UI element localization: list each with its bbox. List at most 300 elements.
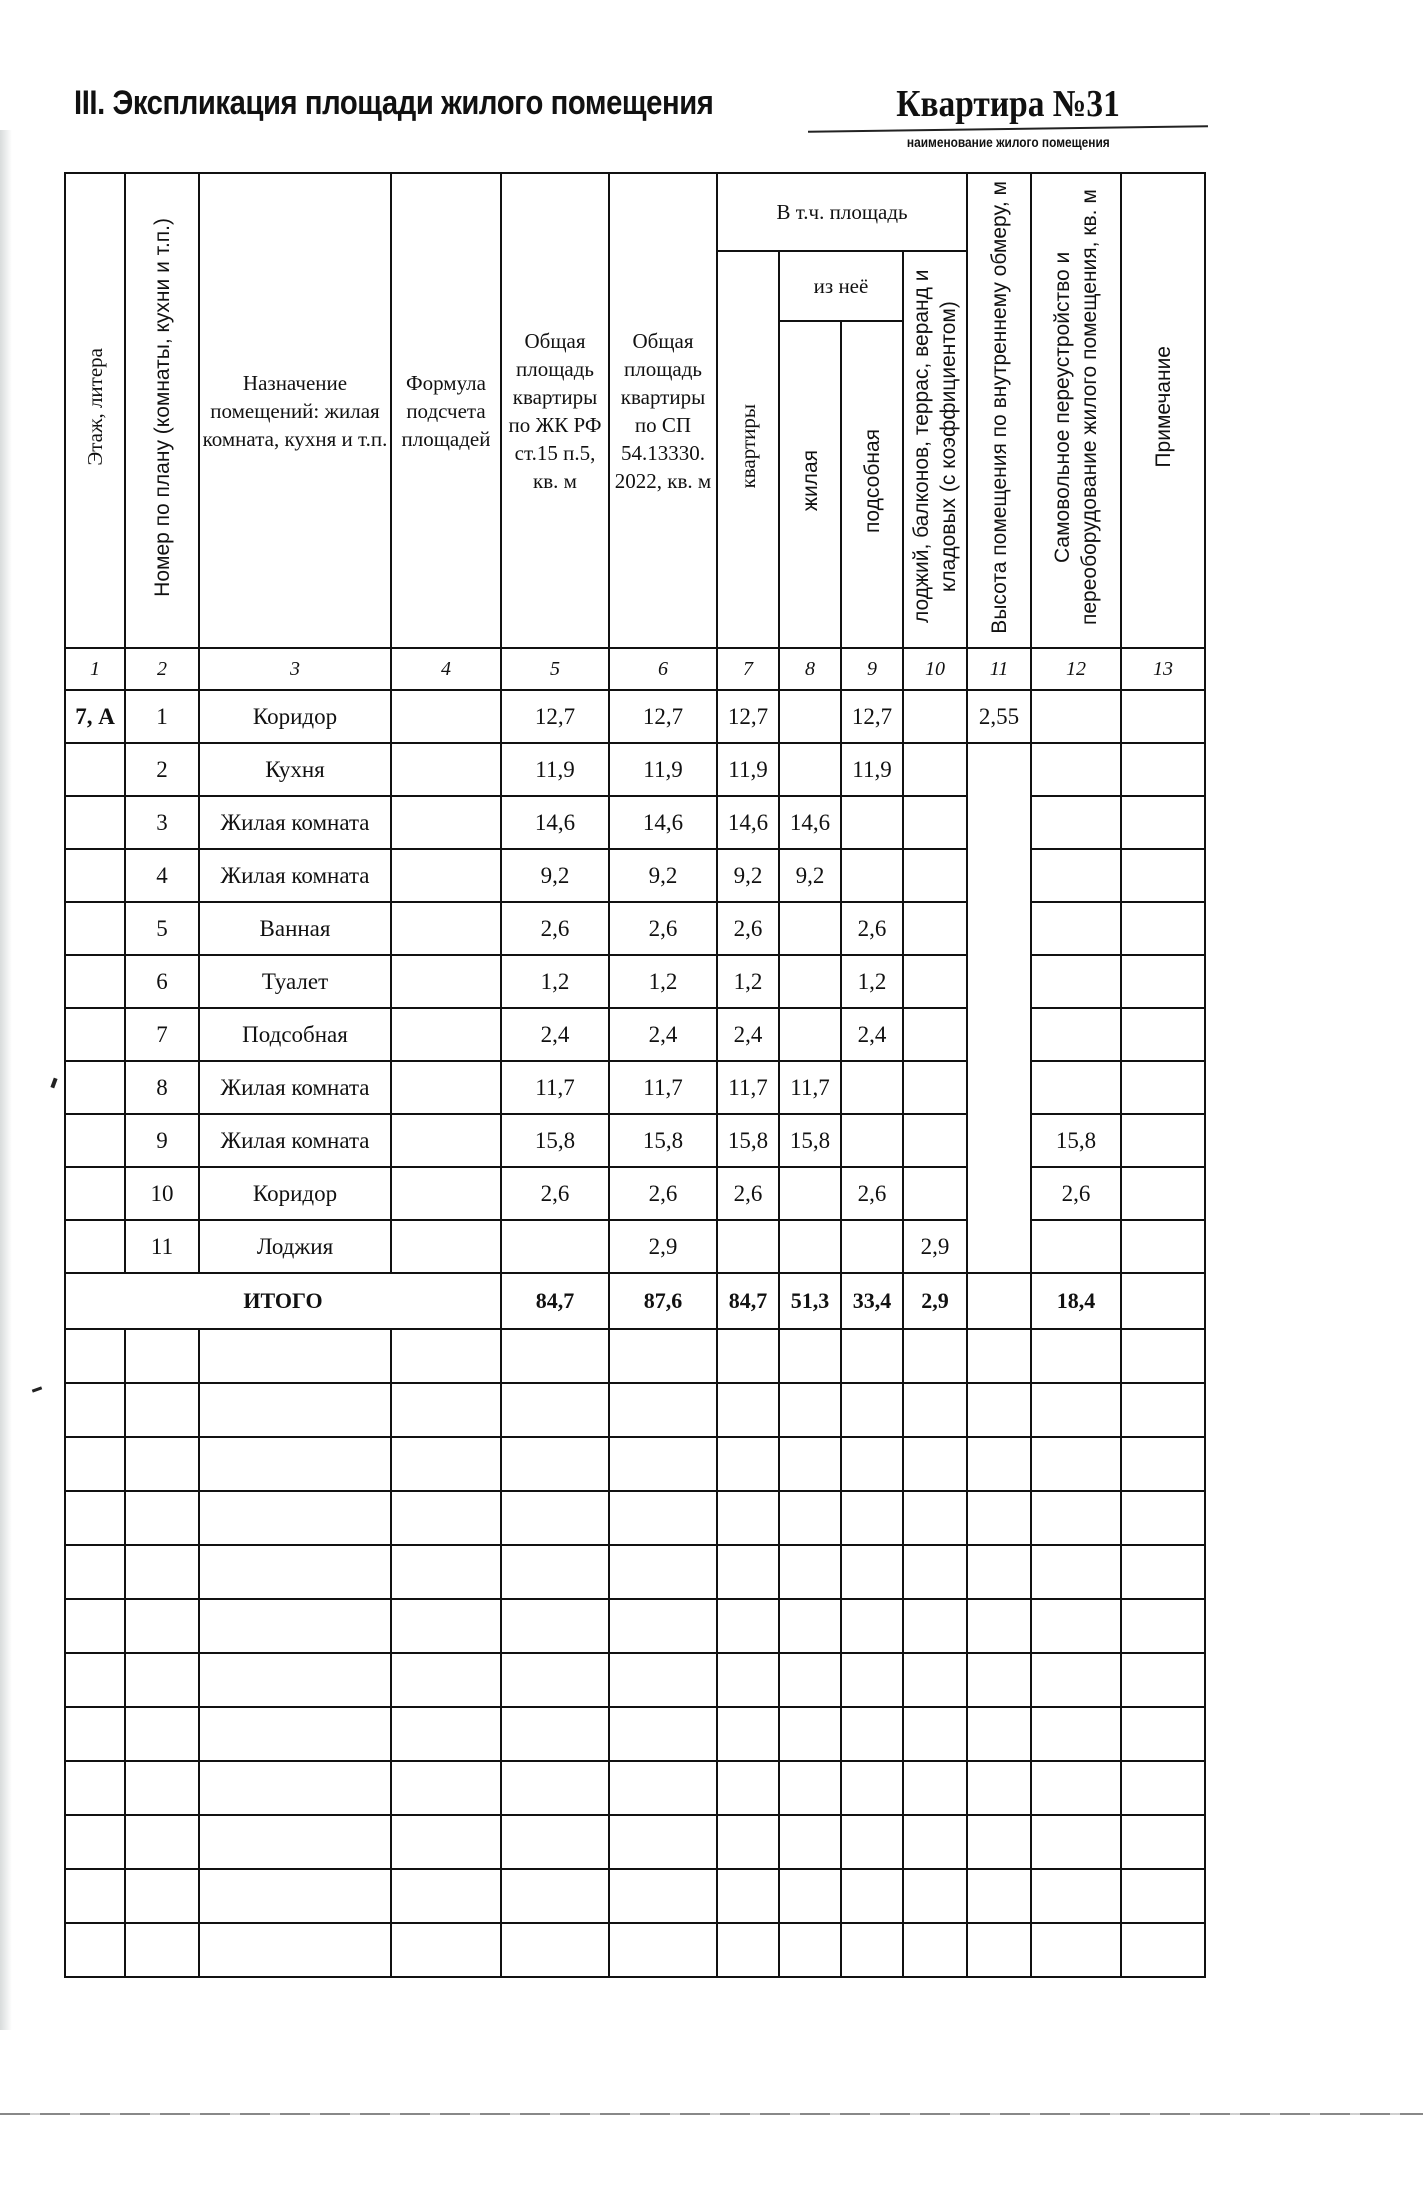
blank-cell [1121,1491,1205,1545]
header-living-area: жилая [779,321,841,648]
total-living-area: 51,3 [779,1273,841,1329]
apartment-area-cell: 2,4 [717,1008,779,1061]
blank-cell [903,1707,967,1761]
blank-cell [609,1545,717,1599]
unauthorized-area-cell: 2,6 [1031,1167,1121,1220]
note-cell [1121,1167,1205,1220]
table-row [65,690,1205,743]
blank-row [65,1491,1205,1545]
loggia-area-cell [903,690,967,743]
apartment-area-cell [717,1220,779,1273]
note-cell [1121,1061,1205,1114]
room-number-cell: 5 [125,902,199,955]
living-area-cell [779,1167,841,1220]
total-area-sp: 87,6 [609,1273,717,1329]
blank-cell [65,1437,125,1491]
blank-cell [717,1653,779,1707]
blank-cell [841,1383,903,1437]
blank-cell [967,1329,1031,1383]
blank-cell [391,1707,501,1761]
area-sp-cell: 2,4 [609,1008,717,1061]
blank-cell [967,1815,1031,1869]
room-name-cell: Коридор [199,1167,391,1220]
blank-cell [967,1761,1031,1815]
auxiliary-area-cell [841,796,903,849]
blank-cell [779,1707,841,1761]
auxiliary-area-cell: 11,9 [841,743,903,796]
column-number: 5 [501,648,609,690]
blank-cell [391,1923,501,1977]
floor-letter-cell [65,1220,125,1273]
blank-cell [501,1599,609,1653]
unauthorized-area-cell [1031,1220,1121,1273]
floor-letter-cell [65,902,125,955]
blank-cell [717,1491,779,1545]
area-housing-code-cell: 2,4 [501,1008,609,1061]
blank-cell [779,1383,841,1437]
total-loggia-area: 2,9 [903,1273,967,1329]
room-name-cell: Ванная [199,902,391,955]
blank-cell [841,1653,903,1707]
blank-cell [717,1383,779,1437]
total-note [1121,1273,1205,1329]
total-auxiliary-area: 33,4 [841,1273,903,1329]
column-number: 9 [841,648,903,690]
blank-cell [609,1491,717,1545]
unauthorized-area-cell [1031,902,1121,955]
loggia-area-cell [903,1114,967,1167]
room-name-cell: Жилая комната [199,1061,391,1114]
blank-cell [199,1923,391,1977]
room-number-cell: 1 [125,690,199,743]
loggia-area-cell [903,1167,967,1220]
document-title: III. Экспликация площади жилого помещения [74,84,714,122]
blank-cell [391,1761,501,1815]
auxiliary-area-cell: 2,6 [841,1167,903,1220]
blank-cell [501,1329,609,1383]
table-row [65,1061,1205,1114]
blank-cell [125,1653,199,1707]
living-area-cell: 15,8 [779,1114,841,1167]
blank-cell [609,1761,717,1815]
header-group-area: В т.ч. площадь [717,173,967,251]
blank-cell [65,1869,125,1923]
unauthorized-area-cell: 15,8 [1031,1114,1121,1167]
blank-cell [841,1923,903,1977]
floor-letter-cell [65,1061,125,1114]
blank-cell [609,1383,717,1437]
area-sp-cell: 11,7 [609,1061,717,1114]
blank-cell [903,1383,967,1437]
blank-cell [65,1707,125,1761]
blank-cell [501,1545,609,1599]
room-name-cell: Жилая комната [199,796,391,849]
blank-cell [841,1869,903,1923]
blank-cell [1121,1923,1205,1977]
living-area-cell [779,1220,841,1273]
living-area-cell [779,690,841,743]
blank-cell [609,1707,717,1761]
blank-cell [717,1707,779,1761]
blank-cell [501,1383,609,1437]
floor-letter-cell [65,955,125,1008]
page-bottom-rule [0,2113,1423,2115]
area-housing-code-cell: 15,8 [501,1114,609,1167]
area-sp-cell: 2,9 [609,1220,717,1273]
note-cell [1121,902,1205,955]
table-row [65,849,1205,902]
formula-cell [391,902,501,955]
blank-cell [65,1545,125,1599]
blank-cell [1121,1545,1205,1599]
blank-cell [717,1761,779,1815]
header-loggia-area: лоджий, балконов, террас, веранд и кладовых (с коэффициентом) [903,251,967,648]
formula-cell [391,955,501,1008]
header-plan-number: Номер по плану (комнаты, кухни и т.п.) [125,173,199,648]
blank-row [65,1437,1205,1491]
blank-cell [65,1653,125,1707]
table-row [65,1220,1205,1273]
total-row [65,1273,1205,1329]
blank-cell [609,1329,717,1383]
area-sp-cell: 15,8 [609,1114,717,1167]
note-cell [1121,1114,1205,1167]
auxiliary-area-cell [841,1061,903,1114]
blank-cell [967,1707,1031,1761]
blank-cell [1031,1491,1121,1545]
unauthorized-area-cell [1031,690,1121,743]
blank-cell [717,1869,779,1923]
header-apartment-area: квартиры [717,251,779,648]
note-cell [1121,743,1205,796]
blank-cell [1121,1815,1205,1869]
blank-cell [501,1491,609,1545]
table-row [65,743,1205,796]
blank-cell [1121,1761,1205,1815]
blank-cell [903,1437,967,1491]
room-number-cell: 2 [125,743,199,796]
column-number: 7 [717,648,779,690]
blank-cell [1031,1599,1121,1653]
blank-cell [125,1545,199,1599]
blank-row [65,1653,1205,1707]
room-name-cell: Подсобная [199,1008,391,1061]
ceiling-height-merged-cell [967,743,1031,1273]
blank-cell [1031,1815,1121,1869]
formula-cell [391,1220,501,1273]
column-number: 10 [903,648,967,690]
area-housing-code-cell [501,1220,609,1273]
area-housing-code-cell: 11,7 [501,1061,609,1114]
column-number: 4 [391,648,501,690]
blank-cell [779,1491,841,1545]
scan-edge-shadow [0,130,12,2030]
blank-cell [903,1599,967,1653]
blank-cell [501,1653,609,1707]
blank-cell [501,1923,609,1977]
loggia-area-cell [903,796,967,849]
blank-cell [609,1599,717,1653]
blank-cell [609,1923,717,1977]
table-row [65,1008,1205,1061]
blank-cell [779,1923,841,1977]
room-name-cell: Лоджия [199,1220,391,1273]
blank-cell [1121,1329,1205,1383]
blank-cell [841,1329,903,1383]
blank-cell [967,1437,1031,1491]
blank-cell [609,1653,717,1707]
blank-cell [199,1599,391,1653]
blank-cell [903,1491,967,1545]
explication-table [64,172,1206,1978]
blank-cell [1031,1923,1121,1977]
area-housing-code-cell: 12,7 [501,690,609,743]
apartment-area-cell: 11,7 [717,1061,779,1114]
scan-artifact [32,1386,42,1392]
blank-cell [841,1545,903,1599]
blank-row [65,1383,1205,1437]
total-unauthorized-area: 18,4 [1031,1273,1121,1329]
blank-cell [391,1329,501,1383]
blank-cell [501,1437,609,1491]
auxiliary-area-cell: 1,2 [841,955,903,1008]
blank-cell [779,1653,841,1707]
room-name-cell: Кухня [199,743,391,796]
blank-cell [779,1815,841,1869]
blank-cell [125,1707,199,1761]
room-number-cell: 3 [125,796,199,849]
living-area-cell: 9,2 [779,849,841,902]
living-area-cell [779,955,841,1008]
room-number-cell: 11 [125,1220,199,1273]
auxiliary-area-cell [841,849,903,902]
room-name-cell: Коридор [199,690,391,743]
table-row [65,1167,1205,1220]
blank-cell [65,1761,125,1815]
apartment-label: Квартира №31 [896,83,1120,125]
blank-cell [967,1869,1031,1923]
blank-row [65,1545,1205,1599]
blank-cell [125,1923,199,1977]
blank-cell [779,1437,841,1491]
blank-cell [1031,1869,1121,1923]
blank-cell [841,1761,903,1815]
blank-cell [501,1761,609,1815]
total-apartment-area: 84,7 [717,1273,779,1329]
floor-letter-cell [65,849,125,902]
formula-cell [391,849,501,902]
apartment-area-cell: 11,9 [717,743,779,796]
room-number-cell: 4 [125,849,199,902]
formula-cell [391,743,501,796]
blank-cell [199,1869,391,1923]
header-auxiliary-area: подсобная [841,321,903,648]
note-cell [1121,849,1205,902]
area-housing-code-cell: 2,6 [501,902,609,955]
blank-cell [391,1545,501,1599]
note-cell [1121,1008,1205,1061]
blank-cell [841,1599,903,1653]
loggia-area-cell [903,902,967,955]
column-number: 13 [1121,648,1205,690]
blank-row [65,1869,1205,1923]
formula-cell [391,690,501,743]
blank-cell [717,1815,779,1869]
auxiliary-area-cell: 2,4 [841,1008,903,1061]
column-number: 11 [967,648,1031,690]
living-area-cell: 11,7 [779,1061,841,1114]
unauthorized-area-cell [1031,955,1121,1008]
auxiliary-area-cell [841,1114,903,1167]
blank-cell [501,1869,609,1923]
apartment-area-cell: 1,2 [717,955,779,1008]
blank-cell [65,1923,125,1977]
header-floor-letter: Этаж, литера [65,173,125,648]
blank-cell [199,1707,391,1761]
formula-cell [391,1114,501,1167]
blank-cell [1121,1869,1205,1923]
room-name-cell: Туалет [199,955,391,1008]
area-sp-cell: 14,6 [609,796,717,849]
blank-cell [903,1545,967,1599]
header-note: Примечание [1121,173,1205,648]
blank-cell [391,1491,501,1545]
column-number: 2 [125,648,199,690]
blank-cell [779,1329,841,1383]
area-sp-cell: 11,9 [609,743,717,796]
apartment-area-cell: 14,6 [717,796,779,849]
blank-cell [391,1383,501,1437]
blank-cell [65,1329,125,1383]
loggia-area-cell [903,955,967,1008]
blank-cell [1121,1599,1205,1653]
formula-cell [391,796,501,849]
blank-cell [1121,1437,1205,1491]
apartment-underline [808,125,1208,133]
formula-cell [391,1167,501,1220]
blank-cell [125,1761,199,1815]
blank-cell [717,1329,779,1383]
apartment-area-cell: 2,6 [717,902,779,955]
ceiling-height-cell: 2,55 [967,690,1031,743]
blank-cell [65,1491,125,1545]
blank-cell [967,1653,1031,1707]
area-housing-code-cell: 1,2 [501,955,609,1008]
living-area-cell: 14,6 [779,796,841,849]
area-housing-code-cell: 14,6 [501,796,609,849]
auxiliary-area-cell [841,1220,903,1273]
auxiliary-area-cell: 12,7 [841,690,903,743]
blank-cell [717,1923,779,1977]
blank-cell [1121,1707,1205,1761]
blank-row [65,1707,1205,1761]
apartment-area-cell: 15,8 [717,1114,779,1167]
living-area-cell [779,743,841,796]
blank-cell [903,1653,967,1707]
floor-letter-cell [65,796,125,849]
apartment-area-cell: 12,7 [717,690,779,743]
blank-cell [717,1599,779,1653]
blank-cell [125,1383,199,1437]
scan-artifact [50,1078,57,1089]
column-number: 6 [609,648,717,690]
blank-row [65,1599,1205,1653]
table-row [65,796,1205,849]
blank-cell [967,1545,1031,1599]
apartment-area-cell: 2,6 [717,1167,779,1220]
area-sp-cell: 2,6 [609,902,717,955]
note-cell [1121,690,1205,743]
blank-cell [125,1815,199,1869]
blank-cell [841,1707,903,1761]
loggia-area-cell: 2,9 [903,1220,967,1273]
note-cell [1121,1220,1205,1273]
blank-cell [199,1761,391,1815]
blank-cell [199,1545,391,1599]
area-sp-cell: 2,6 [609,1167,717,1220]
blank-cell [609,1815,717,1869]
area-housing-code-cell: 9,2 [501,849,609,902]
blank-cell [967,1599,1031,1653]
area-sp-cell: 9,2 [609,849,717,902]
floor-letter-cell [65,1008,125,1061]
formula-cell [391,1008,501,1061]
blank-cell [1121,1383,1205,1437]
area-housing-code-cell: 11,9 [501,743,609,796]
blank-cell [779,1545,841,1599]
total-area-housing-code: 84,7 [501,1273,609,1329]
table-row [65,1114,1205,1167]
blank-cell [903,1761,967,1815]
header-height: Высота помещения по внутреннему обмеру, м [967,173,1031,648]
apartment-caption: наименование жилого помещения [906,134,1110,150]
blank-cell [1031,1329,1121,1383]
blank-cell [1031,1383,1121,1437]
blank-cell [1031,1653,1121,1707]
formula-cell [391,1061,501,1114]
floor-letter-cell [65,1114,125,1167]
blank-cell [779,1761,841,1815]
blank-cell [65,1815,125,1869]
blank-cell [717,1437,779,1491]
loggia-area-cell [903,1008,967,1061]
column-number: 8 [779,648,841,690]
blank-cell [1121,1653,1205,1707]
blank-cell [967,1383,1031,1437]
area-sp-cell: 12,7 [609,690,717,743]
room-number-cell: 6 [125,955,199,1008]
floor-letter-cell: 7, А [65,690,125,743]
blank-cell [391,1599,501,1653]
total-height [967,1273,1031,1329]
auxiliary-area-cell: 2,6 [841,902,903,955]
blank-cell [609,1437,717,1491]
blank-cell [65,1383,125,1437]
blank-cell [199,1491,391,1545]
column-numbers-row [65,648,1205,690]
floor-letter-cell [65,743,125,796]
blank-cell [903,1869,967,1923]
column-number: 3 [199,648,391,690]
blank-cell [391,1653,501,1707]
header-area-sp: Общая площадь квартиры по СП 54.13330. 2022, кв. м [609,173,717,648]
blank-cell [609,1869,717,1923]
blank-cell [391,1815,501,1869]
table-row [65,902,1205,955]
blank-cell [841,1491,903,1545]
blank-cell [65,1599,125,1653]
blank-cell [779,1599,841,1653]
